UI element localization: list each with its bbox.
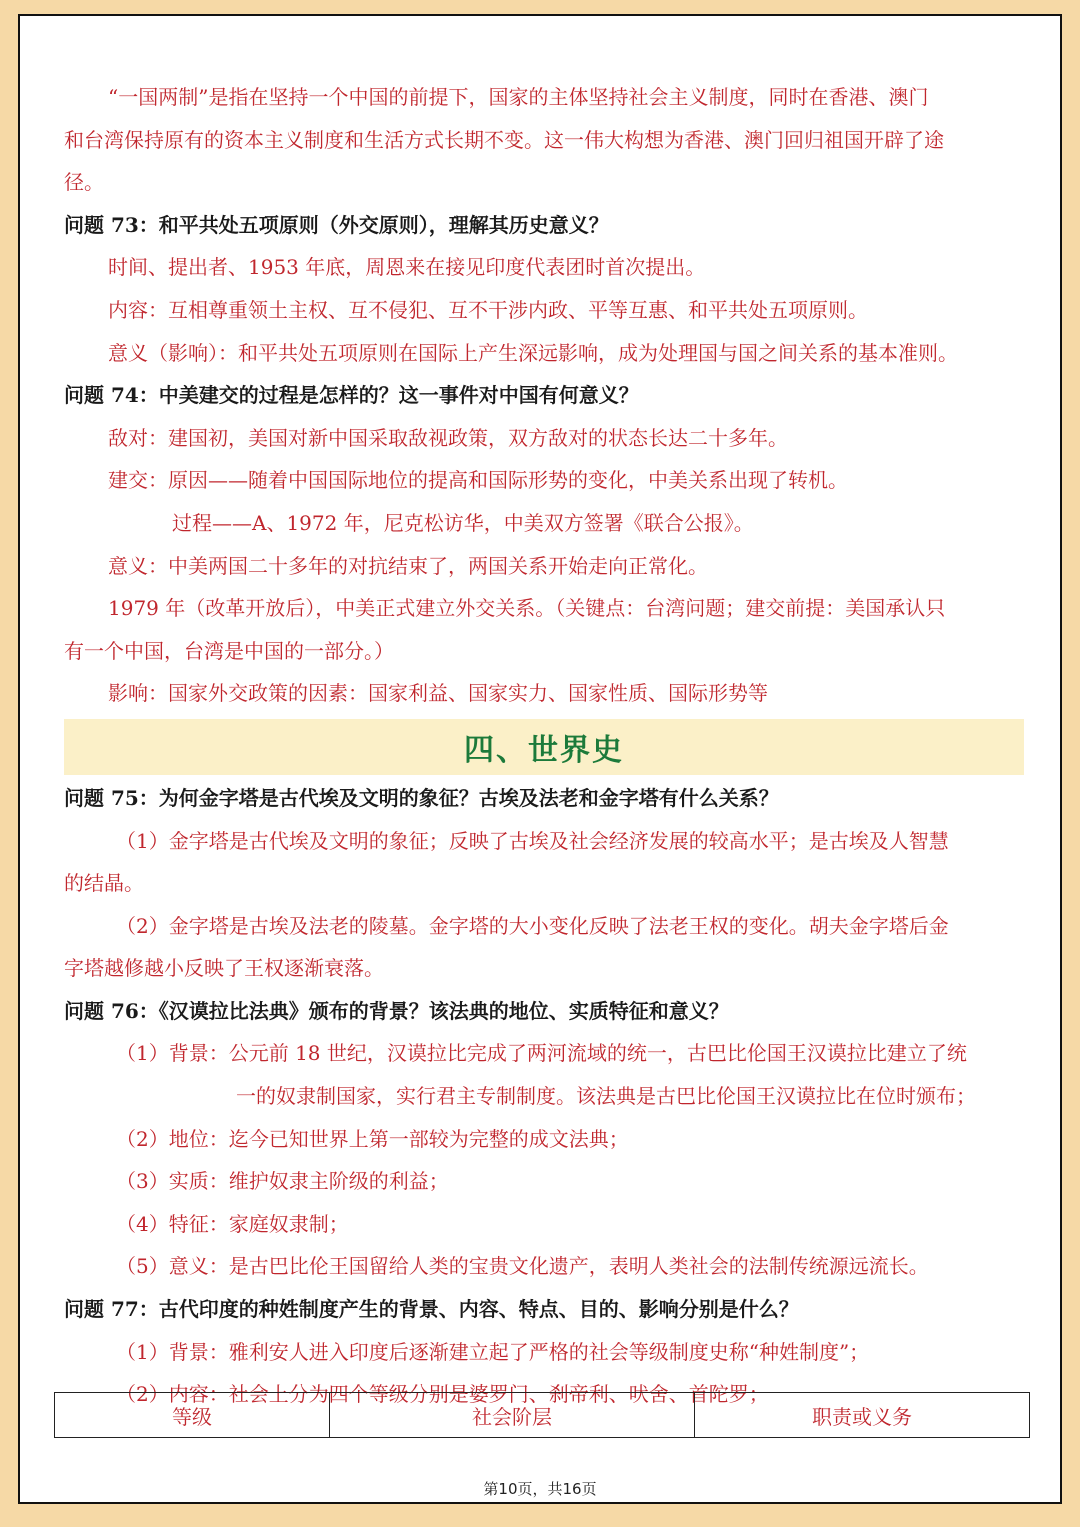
answer-line: （1）背景：雅利安人进入印度后逐渐建立起了严格的社会等级制度史称“种姓制度”； [116, 1339, 870, 1364]
section-title: 四、世界史 [464, 732, 624, 768]
answer-line: （4）特征：家庭奴隶制； [116, 1211, 349, 1236]
answer-line: 建交：原因——随着中国国际地位的提高和国际形势的变化，中美关系出现了转机。 [108, 468, 848, 493]
answer-line: （2）地位：迄今已知世界上第一部较为完整的成文法典； [116, 1126, 629, 1151]
answer-line: 意义：中美两国二十多年的对抗结束了，两国关系开始走向正常化。 [108, 553, 708, 578]
intro-line: “一国两制”是指在坚持一个中国的前提下，国家的主体坚持社会主义制度，同时在香港、澳门 [108, 85, 929, 109]
answer-line: （2）金字塔是古埃及法老的陵墓。金字塔的大小变化反映了法老王权的变化。胡夫金字塔后金 [116, 913, 949, 938]
answer-line: 的结晶。 [64, 871, 144, 896]
answer-line: （5）意义：是古巴比伦王国留给人类的宝贵文化遗产，表明人类社会的法制传统源远流长。 [116, 1254, 929, 1279]
intro-line: 和台湾保持原有的资本主义制度和生活方式长期不变。这一伟大构想为香港、澳门回归祖国开辟了途 [64, 127, 944, 152]
answer-line: 影响：国家外交政策的因素：国家利益、国家实力、国家性质、国际形势等 [108, 681, 768, 706]
table-header-cell: 职责或义务 [695, 1393, 1030, 1438]
section-header [64, 719, 1024, 775]
answer-line: （3）实质：维护奴隶主阶级的利益； [116, 1169, 449, 1194]
answer-line: 意义（影响）：和平共处五项原则在国际上产生深远影响，成为处理国与国之间关系的基本准则。 [108, 340, 958, 365]
question-75-title: 问题 75：为何金字塔是古代埃及文明的象征？古埃及法老和金字塔有什么关系？ [64, 785, 779, 810]
page-number: 第10页，共16页 [483, 1480, 597, 1498]
table-header-cell: 等级 [55, 1393, 330, 1438]
question-76-title: 问题 76：《汉谟拉比法典》颁布的背景？该法典的地位、实质特征和意义？ [64, 998, 729, 1023]
caste-table [54, 1392, 1030, 1438]
answer-line: 有一个中国，台湾是中国的一部分。） [64, 638, 394, 663]
question-74-title: 问题 74：中美建交的过程是怎样的？这一事件对中国有何意义？ [64, 383, 639, 408]
answer-line: （2）内容：社会上分为四个等级分别是婆罗门、刹帝利、吠舍、首陀罗； [116, 1382, 769, 1407]
answer-line: 1979 年（改革开放后），中美正式建立外交关系。（关键点：台湾问题；建交前提：美国承认只 [108, 596, 946, 621]
document-page [18, 14, 1062, 1504]
answer-line: （1）金字塔是古代埃及文明的象征；反映了古埃及社会经济发展的较高水平；是古埃及人智慧 [116, 828, 949, 853]
answer-line: 内容：互相尊重领土主权、互不侵犯、互不干涉内政、平等互惠、和平共处五项原则。 [108, 297, 868, 322]
answer-line: 过程——A、1972 年，尼克松访华，中美双方签署《联合公报》。 [172, 510, 754, 535]
answer-line: 敌对：建国初，美国对新中国采取敌视政策，双方敌对的状态长达二十多年。 [108, 425, 788, 450]
question-73-title: 问题 73：和平共处五项原则（外交原则），理解其历史意义？ [64, 212, 609, 237]
table-header-cell: 社会阶层 [330, 1393, 695, 1438]
answer-line: 字塔越修越小反映了王权逐渐衰落。 [64, 956, 384, 981]
question-77-title: 问题 77：古代印度的种姓制度产生的背景、内容、特点、目的、影响分别是什么？ [64, 1297, 799, 1322]
intro-line: 径。 [64, 170, 104, 195]
answer-line: 一的奴隶制国家，实行君主专制制度。该法典是古巴比伦国王汉谟拉比在位时颁布； [236, 1084, 976, 1109]
page-content [64, 76, 1024, 1416]
answer-line: 时间、提出者、1953 年底，周恩来在接见印度代表团时首次提出。 [108, 255, 706, 280]
answer-line: （1）背景：公元前 18 世纪，汉谟拉比完成了两河流域的统一，古巴比伦国王汉谟拉比建立了统 [116, 1041, 967, 1066]
table-header-row [55, 1393, 1030, 1438]
